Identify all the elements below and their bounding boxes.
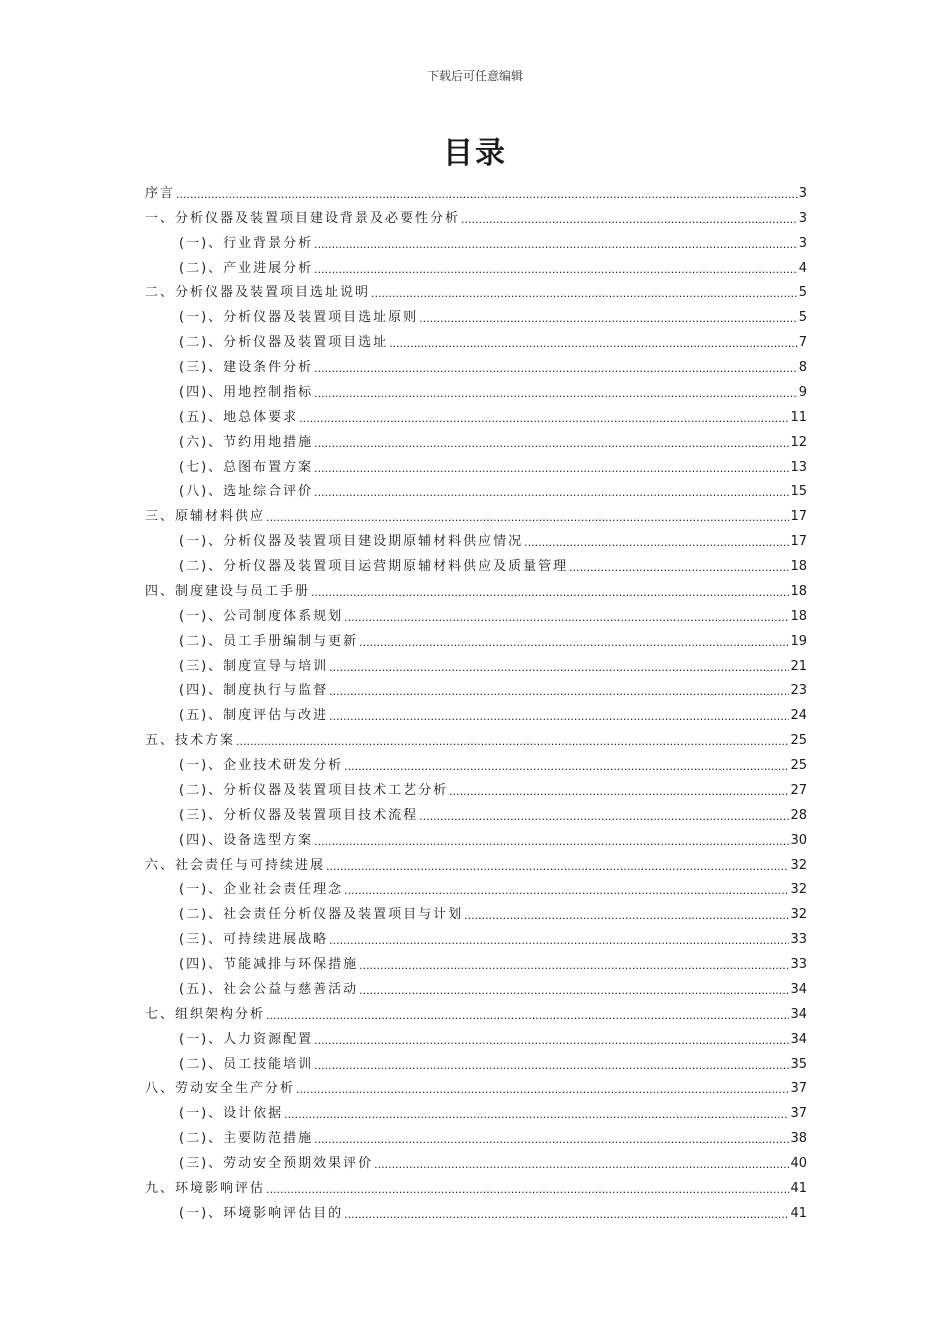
- toc-leader-dots: [314, 438, 789, 449]
- toc-entry[interactable]: [145, 1170, 807, 1195]
- page-header: 下载后可任意编辑: [426, 69, 523, 83]
- toc-entry[interactable]: [145, 275, 807, 300]
- toc-entry-page-number: 18: [790, 608, 807, 624]
- toc-entry-label: (一)、公司制度体系规划: [179, 608, 344, 624]
- toc-entry[interactable]: [145, 498, 807, 523]
- toc-leader-dots: [314, 363, 798, 374]
- toc-entry-label: (一)、企业技术研发分析: [179, 758, 344, 773]
- toc-entry[interactable]: [145, 896, 807, 921]
- toc-entry-page-number: 34: [790, 1006, 807, 1022]
- toc-entry-label: (四)、节能减排与环保措施: [179, 957, 359, 972]
- toc-leader-dots: [266, 1010, 789, 1021]
- toc-entry-page-number: 15: [790, 484, 807, 500]
- toc-entry-label: (三)、制度宣导与培训: [179, 658, 329, 674]
- toc-entry-label: (二)、社会责任分析仪器及装置项目与计划: [179, 907, 464, 923]
- toc-entry-page-number: 28: [790, 807, 807, 823]
- toc-entry[interactable]: [145, 1195, 807, 1220]
- toc-entry-page-number: 25: [790, 758, 807, 773]
- toc-leader-dots: [176, 189, 798, 200]
- toc-entry[interactable]: [145, 872, 807, 897]
- toc-entry-page-number: 5: [798, 310, 807, 326]
- toc-leader-dots: [524, 537, 789, 548]
- toc-entry-label: (二)、分析仪器及装置项目运营期原辅材料供应及质量管理: [179, 559, 569, 574]
- toc-leader-dots: [314, 836, 789, 847]
- toc-leader-dots: [236, 736, 789, 747]
- toc-leader-dots: [419, 313, 798, 324]
- toc-leader-dots: [329, 935, 789, 946]
- toc-entry-label: (一)、人力资源配置: [179, 1031, 314, 1047]
- toc-leader-dots: [371, 288, 798, 299]
- toc-entry-page-number: 3: [798, 210, 807, 226]
- toc-entry-label: (三)、劳动安全预期效果评价: [179, 1156, 374, 1171]
- toc-entry-page-number: 24: [790, 708, 807, 724]
- toc-entry[interactable]: [145, 349, 807, 374]
- toc-leader-dots: [329, 662, 789, 673]
- toc-leader-dots: [314, 1060, 789, 1071]
- toc-leader-dots: [359, 960, 789, 971]
- toc-entry-page-number: 41: [790, 1180, 807, 1196]
- toc-entry-label: (六)、节约用地措施: [179, 434, 314, 450]
- toc-entry[interactable]: [145, 1071, 807, 1096]
- toc-entry-label: (二)、主要防范措施: [179, 1131, 314, 1147]
- toc-entry-page-number: 37: [790, 1106, 807, 1122]
- toc-entry[interactable]: [145, 921, 807, 946]
- toc-leader-dots: [344, 612, 789, 623]
- toc-entry-label: (一)、设计依据: [179, 1106, 284, 1122]
- toc-entry-page-number: 19: [790, 633, 807, 649]
- toc-entry-label: 八、劳动安全生产分析: [145, 1081, 296, 1097]
- toc-entry-page-number: 34: [790, 1031, 807, 1047]
- toc-entry[interactable]: [145, 971, 807, 996]
- toc-entry-page-number: 35: [790, 1056, 807, 1072]
- toc-entry-page-number: 3: [798, 235, 807, 251]
- toc-entry[interactable]: [145, 548, 807, 573]
- toc-leader-dots: [461, 214, 798, 225]
- toc-entry-label: (三)、分析仪器及装置项目技术流程: [179, 807, 419, 823]
- toc-entry-label: (二)、分析仪器及装置项目技术工艺分析: [179, 782, 449, 798]
- toc-entry[interactable]: [145, 1095, 807, 1120]
- toc-leader-dots: [266, 1184, 789, 1195]
- toc-entry[interactable]: [145, 747, 807, 772]
- toc-entry-label: 七、组织架构分析: [145, 1006, 266, 1022]
- toc-entry[interactable]: [145, 847, 807, 872]
- toc-entry-page-number: 27: [790, 782, 807, 798]
- toc-entry-label: 序言: [145, 185, 176, 201]
- toc-entry[interactable]: [145, 772, 807, 797]
- toc-leader-dots: [314, 264, 798, 275]
- toc-leader-dots: [284, 1109, 789, 1120]
- toc-leader-dots: [374, 1159, 789, 1170]
- toc-leader-dots: [464, 910, 789, 921]
- toc-entry[interactable]: [145, 623, 807, 648]
- toc-leader-dots: [329, 711, 789, 722]
- toc-entry-label: (五)、地总体要求: [179, 409, 299, 425]
- toc-entry[interactable]: [145, 225, 807, 250]
- toc-entry-label: (三)、建设条件分析: [179, 360, 314, 375]
- toc-entry-label: (二)、产业进展分析: [179, 260, 314, 276]
- toc-entry-label: (四)、设备选型方案: [179, 832, 314, 848]
- toc-entry-label: (四)、用地控制指标: [179, 384, 314, 400]
- toc-entry-label: (五)、制度评估与改进: [179, 708, 329, 724]
- toc-entry-page-number: 32: [790, 882, 807, 898]
- toc-entry[interactable]: [145, 697, 807, 722]
- toc-entry-page-number: 17: [790, 509, 807, 525]
- toc-entry[interactable]: [145, 797, 807, 822]
- toc-entry-label: (二)、员工技能培训: [179, 1056, 314, 1072]
- toc-leader-dots: [419, 811, 789, 822]
- table-of-contents: [145, 175, 807, 1220]
- toc-entry-label: (三)、可持续进展战略: [179, 932, 329, 948]
- toc-entry-label: (一)、分析仪器及装置项目选址原则: [179, 310, 419, 326]
- toc-entry-label: 九、环境影响评估: [145, 1180, 266, 1196]
- toc-entry-label: (二)、分析仪器及装置项目选址: [179, 335, 389, 351]
- toc-leader-dots: [314, 239, 798, 250]
- toc-entry-label: (二)、员工手册编制与更新: [179, 633, 359, 649]
- toc-entry-label: 六、社会责任与可持续进展: [145, 857, 326, 873]
- toc-leader-dots: [314, 388, 798, 399]
- toc-entry-page-number: 32: [790, 857, 807, 873]
- toc-entry[interactable]: [145, 648, 807, 673]
- toc-entry[interactable]: [145, 573, 807, 598]
- toc-entry-page-number: 40: [790, 1156, 807, 1171]
- toc-leader-dots: [329, 686, 789, 697]
- toc-entry[interactable]: [145, 449, 807, 474]
- toc-entry-label: 三、原辅材料供应: [145, 509, 266, 525]
- toc-entry-page-number: 41: [790, 1205, 807, 1221]
- toc-leader-dots: [314, 463, 789, 474]
- toc-leader-dots: [314, 1035, 789, 1046]
- toc-leader-dots: [326, 861, 789, 872]
- toc-leader-dots: [389, 338, 798, 349]
- toc-entry-page-number: 3: [798, 185, 807, 201]
- toc-entry[interactable]: [145, 200, 807, 225]
- toc-leader-dots: [449, 786, 789, 797]
- toc-entry-page-number: 5: [798, 285, 807, 301]
- toc-entry-label: (七)、总图布置方案: [179, 459, 314, 475]
- toc-leader-dots: [344, 885, 789, 896]
- toc-entry-page-number: 11: [790, 409, 807, 425]
- toc-entry[interactable]: [145, 474, 807, 499]
- toc-entry[interactable]: [145, 250, 807, 275]
- toc-entry[interactable]: [145, 1145, 807, 1170]
- toc-entry-page-number: 18: [790, 559, 807, 574]
- toc-entry-label: (一)、环境影响评估目的: [179, 1205, 344, 1221]
- toc-entry-label: 一、分析仪器及装置项目建设背景及必要性分析: [145, 210, 461, 226]
- toc-entry-page-number: 34: [790, 981, 807, 997]
- toc-entry-page-number: 30: [790, 832, 807, 848]
- toc-entry-page-number: 33: [790, 932, 807, 948]
- toc-entry[interactable]: [145, 1046, 807, 1071]
- toc-entry-label: (八)、选址综合评价: [179, 484, 314, 500]
- toc-leader-dots: [344, 761, 789, 772]
- toc-entry[interactable]: [145, 175, 807, 200]
- toc-entry[interactable]: [145, 996, 807, 1021]
- toc-entry-page-number: 37: [790, 1081, 807, 1097]
- toc-entry[interactable]: [145, 324, 807, 349]
- toc-leader-dots: [359, 637, 789, 648]
- toc-leader-dots: [359, 985, 789, 996]
- toc-entry-label: (一)、分析仪器及装置项目建设期原辅材料供应情况: [179, 534, 524, 550]
- toc-entry-label: 二、分析仪器及装置项目选址说明: [145, 285, 371, 301]
- toc-entry-page-number: 38: [790, 1131, 807, 1147]
- toc-entry-label: (一)、企业社会责任理念: [179, 882, 344, 898]
- toc-entry-page-number: 23: [790, 683, 807, 699]
- toc-entry-page-number: 18: [790, 583, 807, 599]
- toc-entry-page-number: 4: [798, 260, 807, 276]
- toc-leader-dots: [569, 562, 789, 573]
- toc-leader-dots: [311, 587, 789, 598]
- toc-leader-dots: [266, 512, 789, 523]
- toc-entry-label: (四)、制度执行与监督: [179, 683, 329, 699]
- toc-leader-dots: [314, 1134, 789, 1145]
- toc-leader-dots: [296, 1084, 789, 1095]
- toc-entry-page-number: 13: [790, 459, 807, 475]
- page-title: 目录: [443, 136, 507, 171]
- toc-entry-page-number: 21: [790, 658, 807, 674]
- toc-entry-label: 四、制度建设与员工手册: [145, 583, 311, 599]
- toc-entry-page-number: 8: [798, 360, 807, 375]
- toc-entry-page-number: 25: [790, 733, 807, 749]
- toc-entry-label: (五)、社会公益与慈善活动: [179, 981, 359, 997]
- toc-entry[interactable]: [145, 722, 807, 747]
- toc-leader-dots: [314, 487, 789, 498]
- toc-entry[interactable]: [145, 1021, 807, 1046]
- toc-entry-page-number: 33: [790, 957, 807, 972]
- toc-entry-label: 五、技术方案: [145, 733, 236, 749]
- toc-entry[interactable]: [145, 523, 807, 548]
- toc-entry-page-number: 32: [790, 907, 807, 923]
- toc-leader-dots: [344, 1209, 789, 1220]
- toc-entry[interactable]: [145, 1120, 807, 1145]
- toc-entry-page-number: 9: [798, 384, 807, 400]
- toc-entry[interactable]: [145, 299, 807, 324]
- toc-entry[interactable]: [145, 598, 807, 623]
- toc-leader-dots: [299, 413, 789, 424]
- toc-entry-page-number: 12: [790, 434, 807, 450]
- toc-entry[interactable]: [145, 822, 807, 847]
- toc-entry-label: (一)、行业背景分析: [179, 235, 314, 251]
- toc-entry[interactable]: [145, 673, 807, 698]
- toc-entry[interactable]: [145, 424, 807, 449]
- toc-entry-page-number: 17: [790, 534, 807, 550]
- toc-entry-page-number: 7: [798, 335, 807, 351]
- toc-entry[interactable]: [145, 399, 807, 424]
- toc-entry[interactable]: [145, 946, 807, 971]
- toc-entry[interactable]: [145, 374, 807, 399]
